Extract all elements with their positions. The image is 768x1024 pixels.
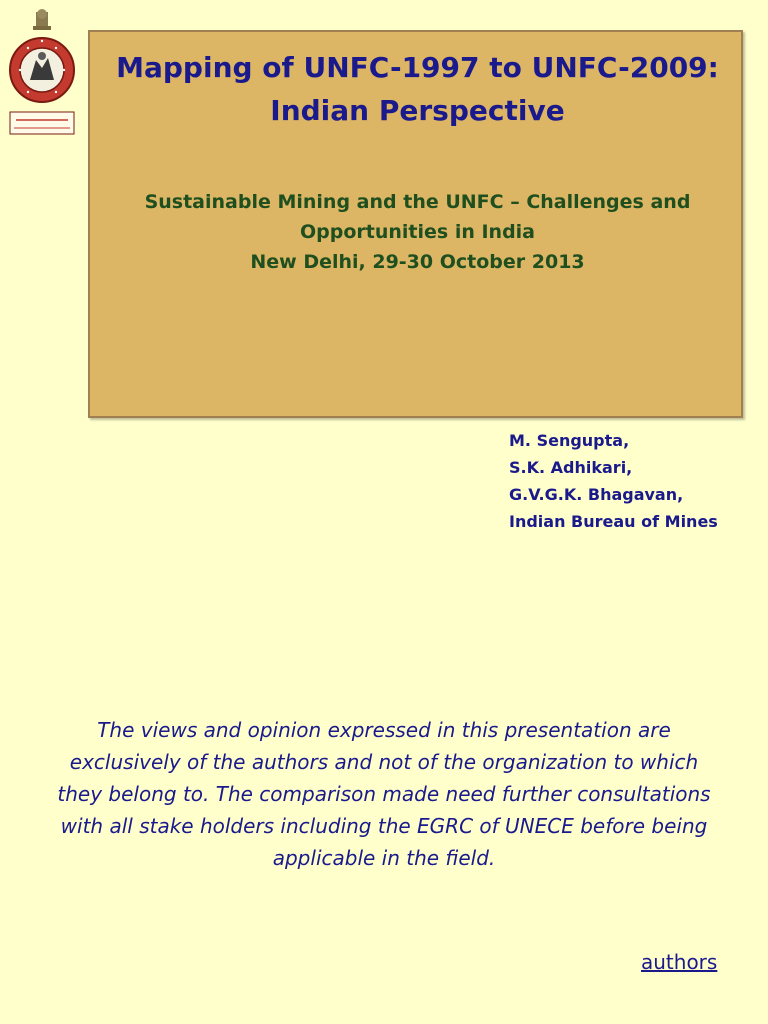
disclaimer-line-3: they belong to. The comparison made need further consultations (57, 782, 711, 806)
title-box (88, 30, 743, 418)
slide-title (90, 46, 745, 132)
subtitle-line-1: Sustainable Mining and the UNFC – Challenges and (144, 191, 691, 213)
author-list (509, 427, 718, 535)
authors-link[interactable]: authors (641, 950, 718, 974)
disclaimer-line-4: with all stake holders including the EGRC of UNECE before being (60, 814, 708, 838)
disclaimer-line-2: exclusively of the authors and not of the organization to which (69, 750, 699, 774)
title-line-1: Mapping of UNFC-1997 to UNFC-2009: (116, 51, 719, 84)
author-3: G.V.G.K. Bhagavan, (509, 485, 684, 504)
title-line-2: Indian Perspective (270, 94, 565, 127)
disclaimer-line-5: applicable in the field. (272, 846, 496, 870)
subtitle-line-3: New Delhi, 29-30 October 2013 (250, 251, 585, 273)
subtitle-line-2: Opportunities in India (299, 221, 535, 243)
indian-bureau-of-mines-logo (6, 8, 78, 136)
disclaimer-line-1: The views and opinion expressed in this presentation are (97, 718, 671, 742)
author-affiliation: Indian Bureau of Mines (509, 512, 718, 531)
author-2: S.K. Adhikari, (509, 458, 633, 477)
author-1: M. Sengupta, (509, 431, 630, 450)
slide-subtitle (90, 187, 745, 277)
disclaimer (30, 714, 738, 874)
